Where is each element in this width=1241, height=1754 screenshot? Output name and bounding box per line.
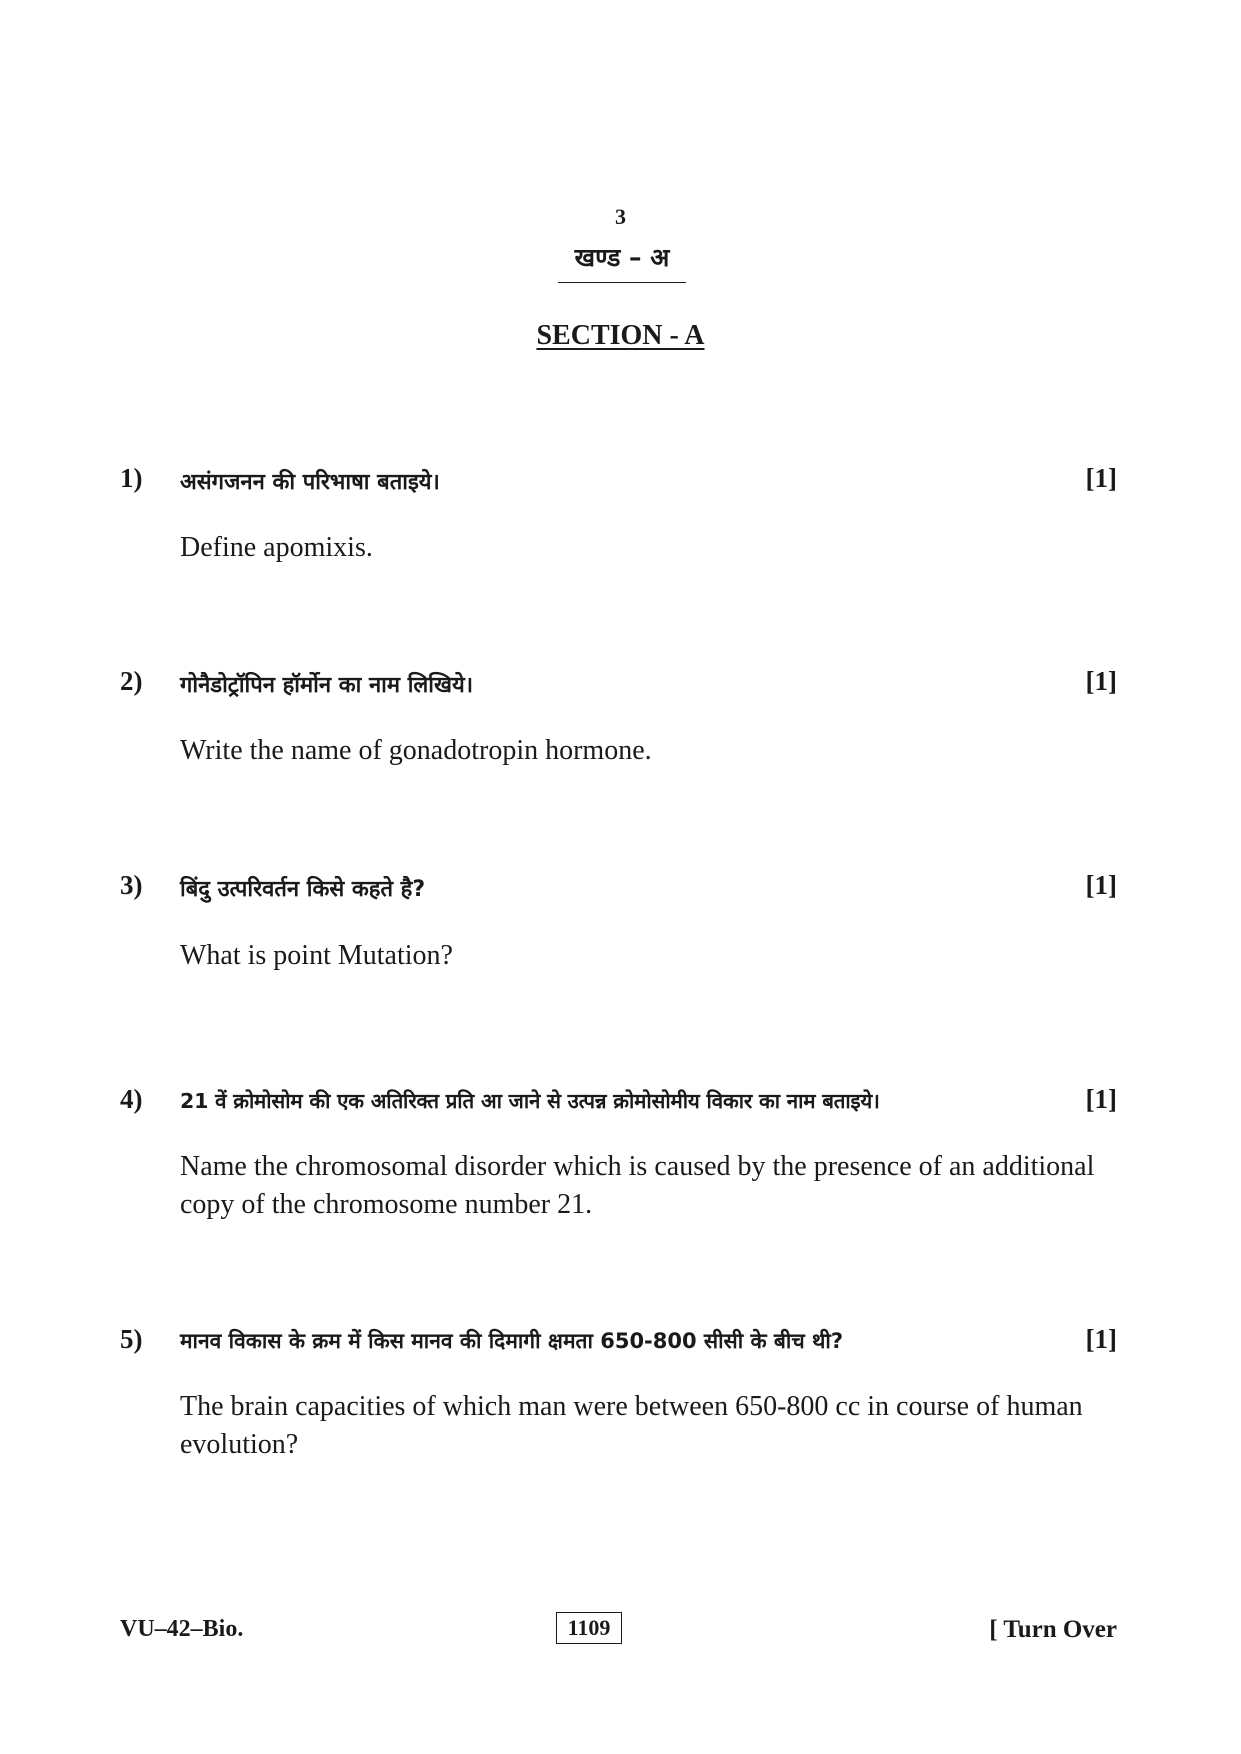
question-marks: [1] <box>1085 1084 1117 1114</box>
section-heading-hindi: खण्ड – अ <box>558 240 686 283</box>
question-number: 2) <box>120 666 143 696</box>
question-number: 4) <box>120 1084 143 1114</box>
question-marks: [1] <box>1085 1324 1117 1354</box>
question-marks: [1] <box>1085 463 1117 493</box>
question-marks: [1] <box>1085 870 1117 900</box>
question-english-text: Write the name of gonadotropin hormone. <box>180 735 652 766</box>
center-code-box: 1109 <box>556 1612 622 1644</box>
question-hindi-text: मानव विकास के क्रम में किस मानव की दिमागी क्षमता 650-800 सीसी के बीच थी? <box>180 1329 844 1353</box>
question-english-text: Name the chromosomal disorder which is caused by the presence of an additional copy of the chromosome number 21. <box>180 1151 1095 1220</box>
page-number: 3 <box>615 204 626 229</box>
question-number: 3) <box>120 870 143 900</box>
question-english-text: What is point Mutation? <box>180 940 453 971</box>
section-heading: SECTION - A <box>536 320 705 351</box>
question-number: 5) <box>120 1324 143 1354</box>
question-marks: [1] <box>1085 666 1117 696</box>
turn-over-label: [ Turn Over <box>989 1616 1117 1643</box>
question-hindi-text: गोनैडोट्रॉपिन हॉर्मोन का नाम लिखिये। <box>180 673 474 698</box>
question-english-text: The brain capacities of which man were between 650-800 cc in course of human evolution? <box>180 1391 1083 1460</box>
question-hindi-text: असंगजनन की परिभाषा बताइये। <box>180 470 440 495</box>
paper-code: VU–42–Bio. <box>120 1616 244 1642</box>
question-number: 1) <box>120 463 143 493</box>
question-english-text: Define apomixis. <box>180 532 373 563</box>
question-hindi-text: 21 वें क्रोमोसोम की एक अतिरिक्त प्रति आ जाने से उत्पन्न क्रोमोसोमीय विकार का नाम बताइये। <box>180 1089 880 1113</box>
question-hindi-text: बिंदु उत्परिवर्तन किसे कहते है? <box>180 877 426 902</box>
